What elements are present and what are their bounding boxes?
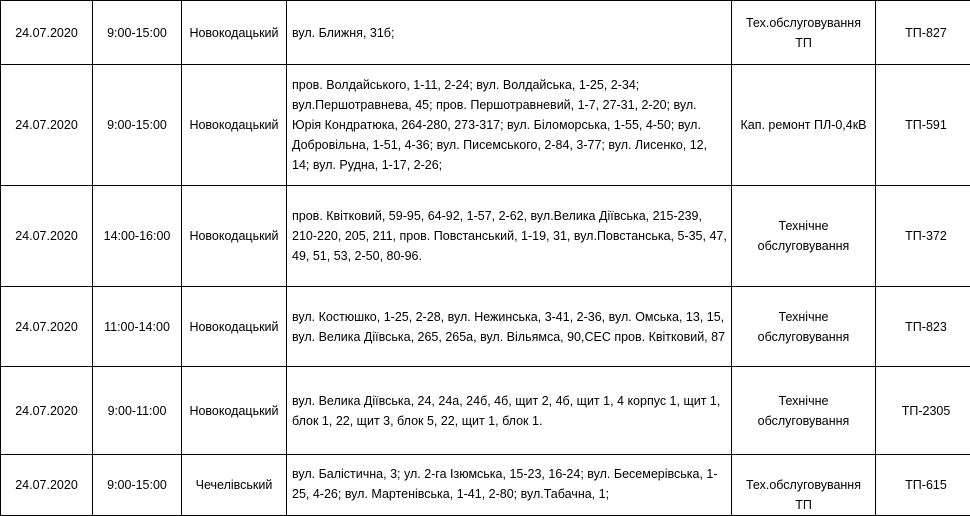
address-cell: вул. Костюшко, 1-25, 2-28, вул. Нежинська, 3-41, 2-36, вул. Омська, 13, 15, вул. Велика Діївська, 265, 265а, вул. Вільямса, 90,СЕС пров. Квітковий, 87 bbox=[287, 287, 732, 367]
substation-cell: ТП-372 bbox=[876, 186, 970, 287]
address-cell: вул. Балістична, 3; ул. 2-га Ізюмська, 15-23, 16-24; вул. Бесемерівська, 1-25, 4-26; вул. Мартенівська, 1-41, 2-80; вул.Табачна, 1; bbox=[287, 455, 732, 516]
table-row bbox=[1, 287, 970, 367]
work-type-cell: Технічне обслуговування bbox=[732, 186, 876, 287]
time-cell: 9:00-15:00 bbox=[93, 455, 182, 516]
district-cell: Новокодацький bbox=[182, 65, 287, 186]
date-cell: 24.07.2020 bbox=[1, 455, 93, 516]
address-cell: пров. Волдайського, 1-11, 2-24; вул. Волдайська, 1-25, 2-34; вул.Першотравнева, 45; пров. Першотравневий, 1-7, 27-31, 2-20; вул. Юрія Кондратюка, 264-280, 273-317; вул. Біломорська, 1-55, 4-50; вул. Добровільна, 1-51, 4-36; вул. Писемського, 2-84, 3-77; вул. Лисенко, 12, 14; вул. Рудна, 1-17, 2-26; bbox=[287, 65, 732, 186]
time-cell: 9:00-11:00 bbox=[93, 367, 182, 455]
table-row bbox=[1, 186, 970, 287]
district-cell: Новокодацький bbox=[182, 367, 287, 455]
district-cell: Новокодацький bbox=[182, 287, 287, 367]
address-cell: вул. Велика Діївська, 24, 24а, 24б, 4б, щит 2, 4б, щит 1, 4 корпус 1, щит 1, блок 1, 22, щит 3, блок 5, 22, щит 1, блок 1. bbox=[287, 367, 732, 455]
date-cell: 24.07.2020 bbox=[1, 65, 93, 186]
district-cell: Новокодацький bbox=[182, 186, 287, 287]
substation-cell: ТП-827 bbox=[876, 1, 970, 65]
work-type-cell: Технічне обслуговування bbox=[732, 287, 876, 367]
work-type-cell: Тех.обслуговування ТП bbox=[732, 455, 876, 516]
date-cell: 24.07.2020 bbox=[1, 287, 93, 367]
date-cell: 24.07.2020 bbox=[1, 367, 93, 455]
address-cell: вул. Ближня, 31б; bbox=[287, 1, 732, 65]
substation-cell: ТП-2305 bbox=[876, 367, 970, 455]
table-row bbox=[1, 65, 970, 186]
work-type-cell: Тех.обслуговування ТП bbox=[732, 1, 876, 65]
work-type-cell: Технічне обслуговування bbox=[732, 367, 876, 455]
date-cell: 24.07.2020 bbox=[1, 186, 93, 287]
table-row bbox=[1, 1, 970, 65]
district-cell: Чечелівський bbox=[182, 455, 287, 516]
district-cell: Новокодацький bbox=[182, 1, 287, 65]
table-row bbox=[1, 367, 970, 455]
time-cell: 11:00-14:00 bbox=[93, 287, 182, 367]
time-cell: 9:00-15:00 bbox=[93, 65, 182, 186]
work-type-cell: Кап. ремонт ПЛ-0,4кВ bbox=[732, 65, 876, 186]
time-cell: 14:00-16:00 bbox=[93, 186, 182, 287]
address-cell: пров. Квітковий, 59-95, 64-92, 1-57, 2-62, вул.Велика Діївська, 215-239, 210-220, 205, 211, пров. Повстанський, 1-19, 31, вул.Повстанська, 5-35, 47, 49, 51, 53, 2-50, 80-96. bbox=[287, 186, 732, 287]
substation-cell: ТП-591 bbox=[876, 65, 970, 186]
table-row bbox=[1, 455, 970, 516]
date-cell: 24.07.2020 bbox=[1, 1, 93, 65]
substation-cell: ТП-615 bbox=[876, 455, 970, 516]
substation-cell: ТП-823 bbox=[876, 287, 970, 367]
time-cell: 9:00-15:00 bbox=[93, 1, 182, 65]
